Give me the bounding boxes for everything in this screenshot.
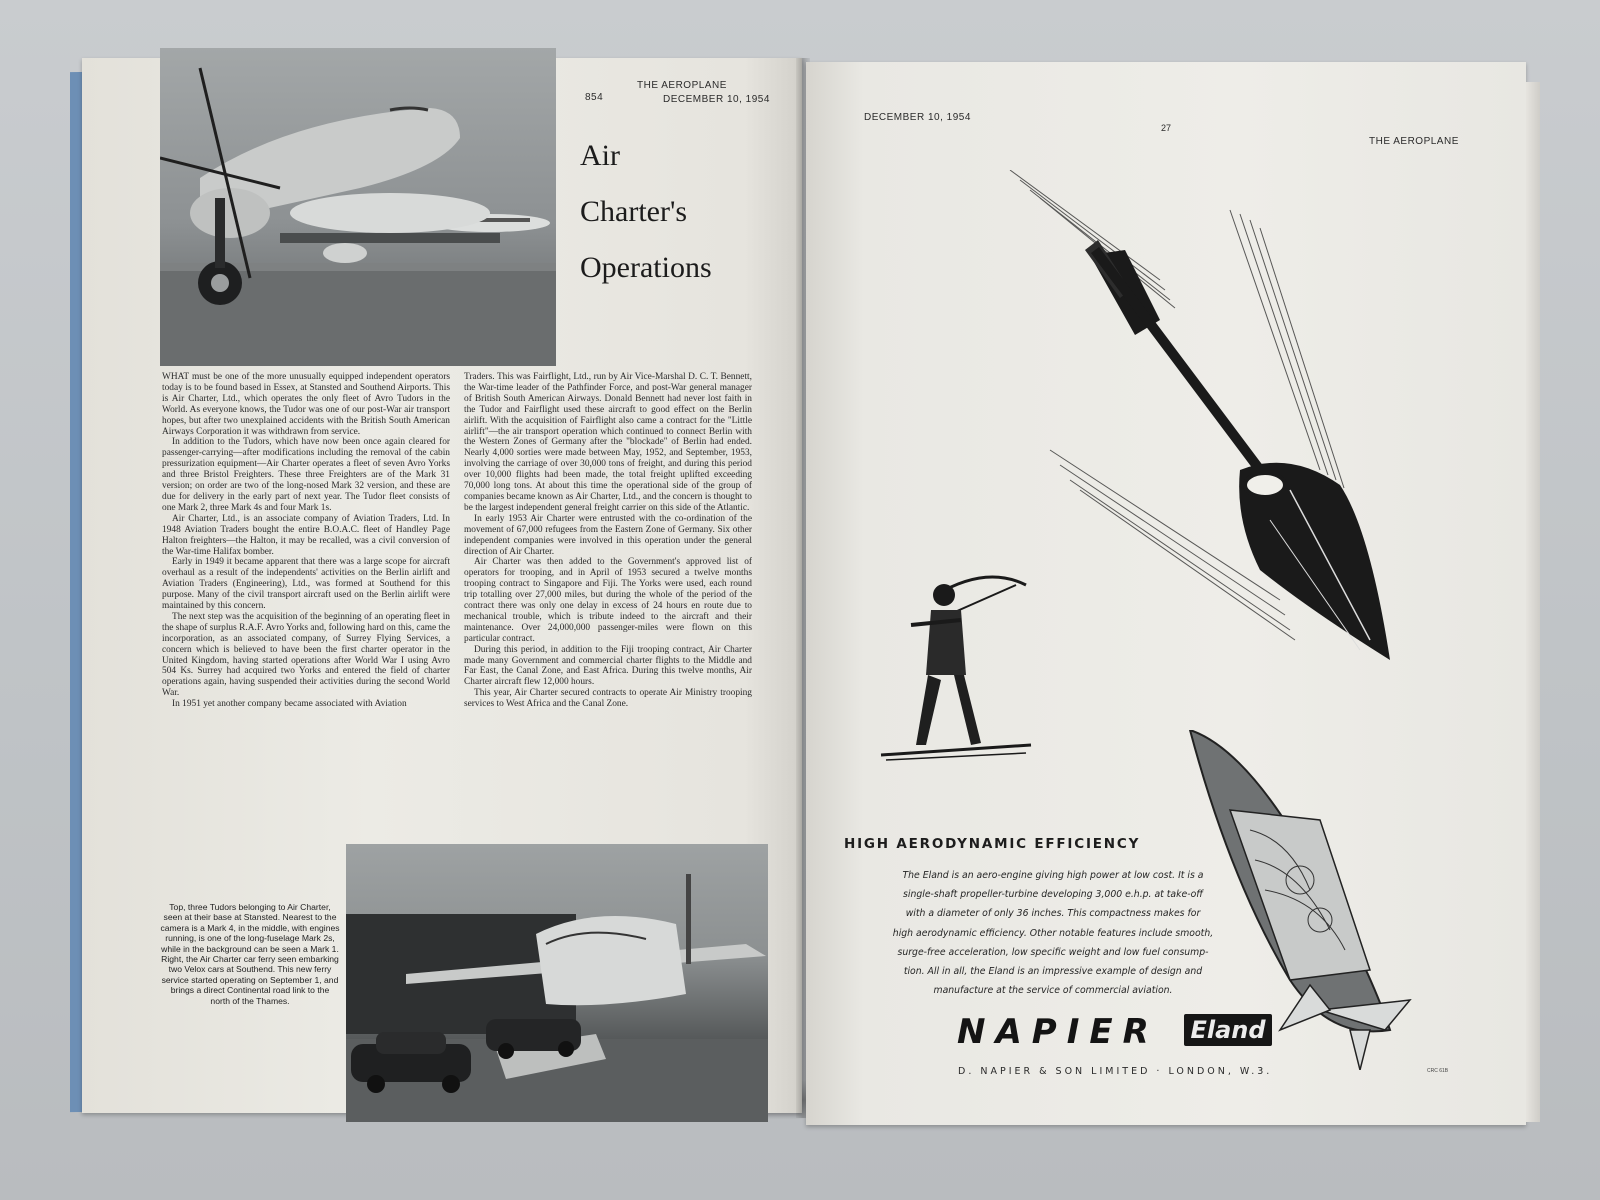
paragraph: Air Charter, Ltd., is an associate company of Aviation Traders, Ltd. In 1948 Aviation Traders bought the entire B.O.A.C. fleet of Handley Page Halton freighters—the Halton, it may be recalled, was a civil conversion of the War-time Halifax bomber. xyxy=(162,513,450,557)
title-line: Operations xyxy=(580,251,712,284)
paragraph: Early in 1949 it became apparent that there was a large scope for aircraft overhaul as a result of the independents' activities on the Berlin airlift and Aviation Traders (Engineering), Ltd., was formed at Southend for this purpose. Many of the civil transport aircraft used on the Berlin airlift were maintained by this concern. xyxy=(162,557,450,612)
magazine-name-left: THE AEROPLANE xyxy=(637,80,727,91)
ad-reference-code: CRC 61B xyxy=(1427,1068,1449,1074)
article-column-1 xyxy=(162,372,450,710)
ad-body-line: single-shaft propeller-turbine developing 3,000 e.h.p. at take-off xyxy=(903,889,1203,901)
magazine-name-right: THE AEROPLANE xyxy=(1369,136,1459,147)
page-number-left: 854 xyxy=(585,92,604,103)
paragraph: During this period, in addition to the Fiji trooping contract, Air Charter made many Government and commercial charter flights to the Middle and Far East, the Canal Zone, and East Africa. During this twelve months, Air Charter aircraft flew 12,000 hours. xyxy=(464,644,752,688)
paragraph: WHAT must be one of the more unusually equipped independent operators today is to be found based in Essex, at Stansted and Southend Airports. This is Air Charter, Ltd., which operates the only fleet of Avro Tudors in the World. As everyone knows, the Tudor was one of our post-War air transport hopes, but after two unexplained accidents with the British South American Airways Corporation it was withdrawn from service. xyxy=(162,372,450,437)
car-ferry-image xyxy=(346,844,768,1122)
tudors-photo xyxy=(160,48,556,366)
page-number-right: 27 xyxy=(1161,123,1172,133)
ad-body-line: tion. All in all, the Eland is an impressive example of design and xyxy=(903,966,1203,978)
car-ferry-photo xyxy=(346,844,768,1122)
product-badge: Eland xyxy=(1184,1014,1272,1046)
ad-body xyxy=(848,866,1258,1000)
ad-body-line: manufacture at the service of commercial aviation. xyxy=(933,985,1173,997)
paragraph: In early 1953 Air Charter were entrusted with the co-ordination of the movement of 67,000 refugees from the Eastern Zone of Germany. Six other independent companies were involved in this operation under the general direction of Air Charter. xyxy=(464,513,752,557)
company-line: D. NAPIER & SON LIMITED · LONDON, W.3. xyxy=(958,1066,1273,1077)
arrow-illustration xyxy=(990,170,1420,690)
paragraph: Traders. This was Fairflight, Ltd., run by Air Vice-Marshal D. C. T. Bennett, the War-time leader of the Pathfinder Force, and post-War general manager of British South American Airways. Donald Bennett had never lost faith in the Tudor and Fairflight used these aircraft to good effect on the Berlin airlift. With the acquisition of Fairflight also came a contract for the "Little airlift"—the air transport operation which continued to connect Berlin with the Western Zones of Germany after the "blockade" of Berlin had ended. Nearly 4,000 sorties were made between May, 1952, and September, 1953, involving the carriage of over 30,000 tons of freight, and during this period over 10,000 flights had been made, the total freight uplifted exceeding 70,000 long tons. At about this time the operational side of the group of companies became known as Air Charter, Ltd., and the concern is thought to be the largest independent general freight carrier on this side of the Atlantic. xyxy=(464,372,752,513)
ad-headline: HIGH AERODYNAMIC EFFICIENCY xyxy=(844,836,1141,852)
paragraph: Air Charter was then added to the Government's approved list of operators for trooping, and in April of 1953 secured a twelve months trooping contract to Singapore and Fiji. The Yorks were used, each round trip totalling over 27,000 miles, but during the whole of the period of the contract there was only one delay in excess of 24 hours en route due to mechanical trouble, which is tribute indeed to the aircraft and their maintenance. Over 24,000,000 passenger-miles were flown on this particular contract. xyxy=(464,557,752,644)
article-column-2 xyxy=(464,372,752,710)
issue-date-right: DECEMBER 10, 1954 xyxy=(864,112,971,123)
ad-body-line: with a diameter of only 36 inches. This compactness makes for xyxy=(905,908,1201,920)
paragraph: In 1951 yet another company became associated with Aviation xyxy=(172,699,407,710)
issue-date-left: DECEMBER 10, 1954 xyxy=(663,94,770,105)
brand-name: NAPIER xyxy=(957,1012,1159,1052)
archer-illustration xyxy=(876,555,1036,765)
ad-body-line: high aerodynamic efficiency. Other notable features include smooth, xyxy=(892,927,1214,939)
tudor-aircraft-image xyxy=(160,48,556,366)
paragraph: This year, Air Charter secured contracts to operate Air Ministry trooping services to West Africa and the Canal Zone. xyxy=(464,688,752,710)
title-line: Air xyxy=(580,139,620,172)
photo-caption: Top, three Tudors belonging to Air Charter, seen at their base at Stansted. Nearest to the camera is a Mark 4, in the middle, with engines running, is one of the long-fuselage Mark 2s, while in the background can be seen a Mark 1. Right, the Air Charter car ferry seen embarking two Velox cars at Southend. This new ferry service started operating on September 1, and brings a direct Continental road link to the north of the Thames. xyxy=(160,902,340,1006)
ad-body-line: The Eland is an aero-engine giving high power at low cost. It is a xyxy=(902,870,1204,881)
paragraph: The next step was the acquisition of the beginning of an operating fleet in the shape of surplus R.A.F. Avro Yorks and, following hard on this, came the incorporation, as an associated company, of Surrey Flying Services, a concern which is believed to have been the first charter operator in the United Kingdom, having started operations after World War I using Avro 504 Ks. Surrey had acquired two Yorks and entered the field of charter operations again, having suspended their activities during the second World War. xyxy=(162,611,450,699)
paragraph: In addition to the Tudors, which have now been once again cleared for passenger-carrying—after modifications including the removal of the cabin pressurization equipment—Air Charter operates a fleet of seven Avro Yorks and three Bristol Freighters. These three Freighters are of the Mark 31 version; on order are two of the long-nosed Mark 32 version, and these are due for delivery in the early part of next year. The Tudor fleet consists of one Mark 2, three Mark 4s and four Mark 1s. xyxy=(162,437,450,513)
ad-body-line: surge-free acceleration, low specific weight and low fuel consump- xyxy=(897,946,1209,958)
article-title xyxy=(580,128,770,296)
title-line: Charter's xyxy=(580,195,688,228)
